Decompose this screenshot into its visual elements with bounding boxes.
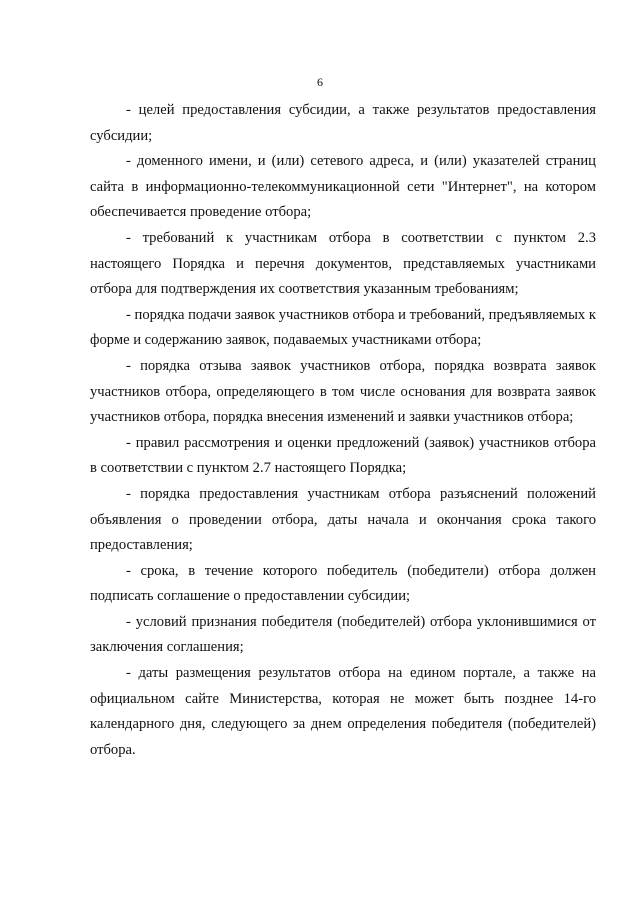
document-body [90,98,596,763]
list-item: - правил рассмотрения и оценки предложений (заявок) участников отбора в соответствии с пунктом 2.7 настоящего Порядка; [90,434,596,477]
list-item: - условий признания победителя (победителей) отбора уклонившимися от заключения соглашения; [90,613,596,656]
list-item: - порядка предоставления участникам отбора разъяснений положений объявления о проведении отбора, даты начала и окончания срока такого предоставления; [90,485,596,554]
list-item: - требований к участникам отбора в соответствии с пунктом 2.3 настоящего Порядка и перечня документов, представляемых участниками отбора для подтверждения их соответствия указанным требованиям; [90,229,596,298]
page-number: 6 [317,75,323,89]
list-item: - порядка подачи заявок участников отбора и требований, предъявляемых к форме и содержанию заявок, подаваемых участниками отбора; [90,306,596,349]
list-item: - срока, в течение которого победитель (победители) отбора должен подписать соглашение о предоставлении субсидии; [90,562,596,605]
list-item: - доменного имени, и (или) сетевого адреса, и (или) указателей страниц сайта в информационно-телекоммуникационной сети "Интернет", на котором обеспечивается проведение отбора; [90,153,596,221]
list-item: - целей предоставления субсидии, а также результатов предоставления субсидии; [90,102,596,144]
list-item: - порядка отзыва заявок участников отбора, порядка возврата заявок участников отбора, определяющего в том числе основания для возврата заявок участников отбора, порядка внесения изменений и заявки участников отбора; [90,357,596,426]
list-item: - даты размещения результатов отбора на едином портале, а также на официальном сайте Министерства, которая не может быть позднее 14-го календарного дня, следующего за днем определения победителя (победителей) отбора. [90,665,596,758]
